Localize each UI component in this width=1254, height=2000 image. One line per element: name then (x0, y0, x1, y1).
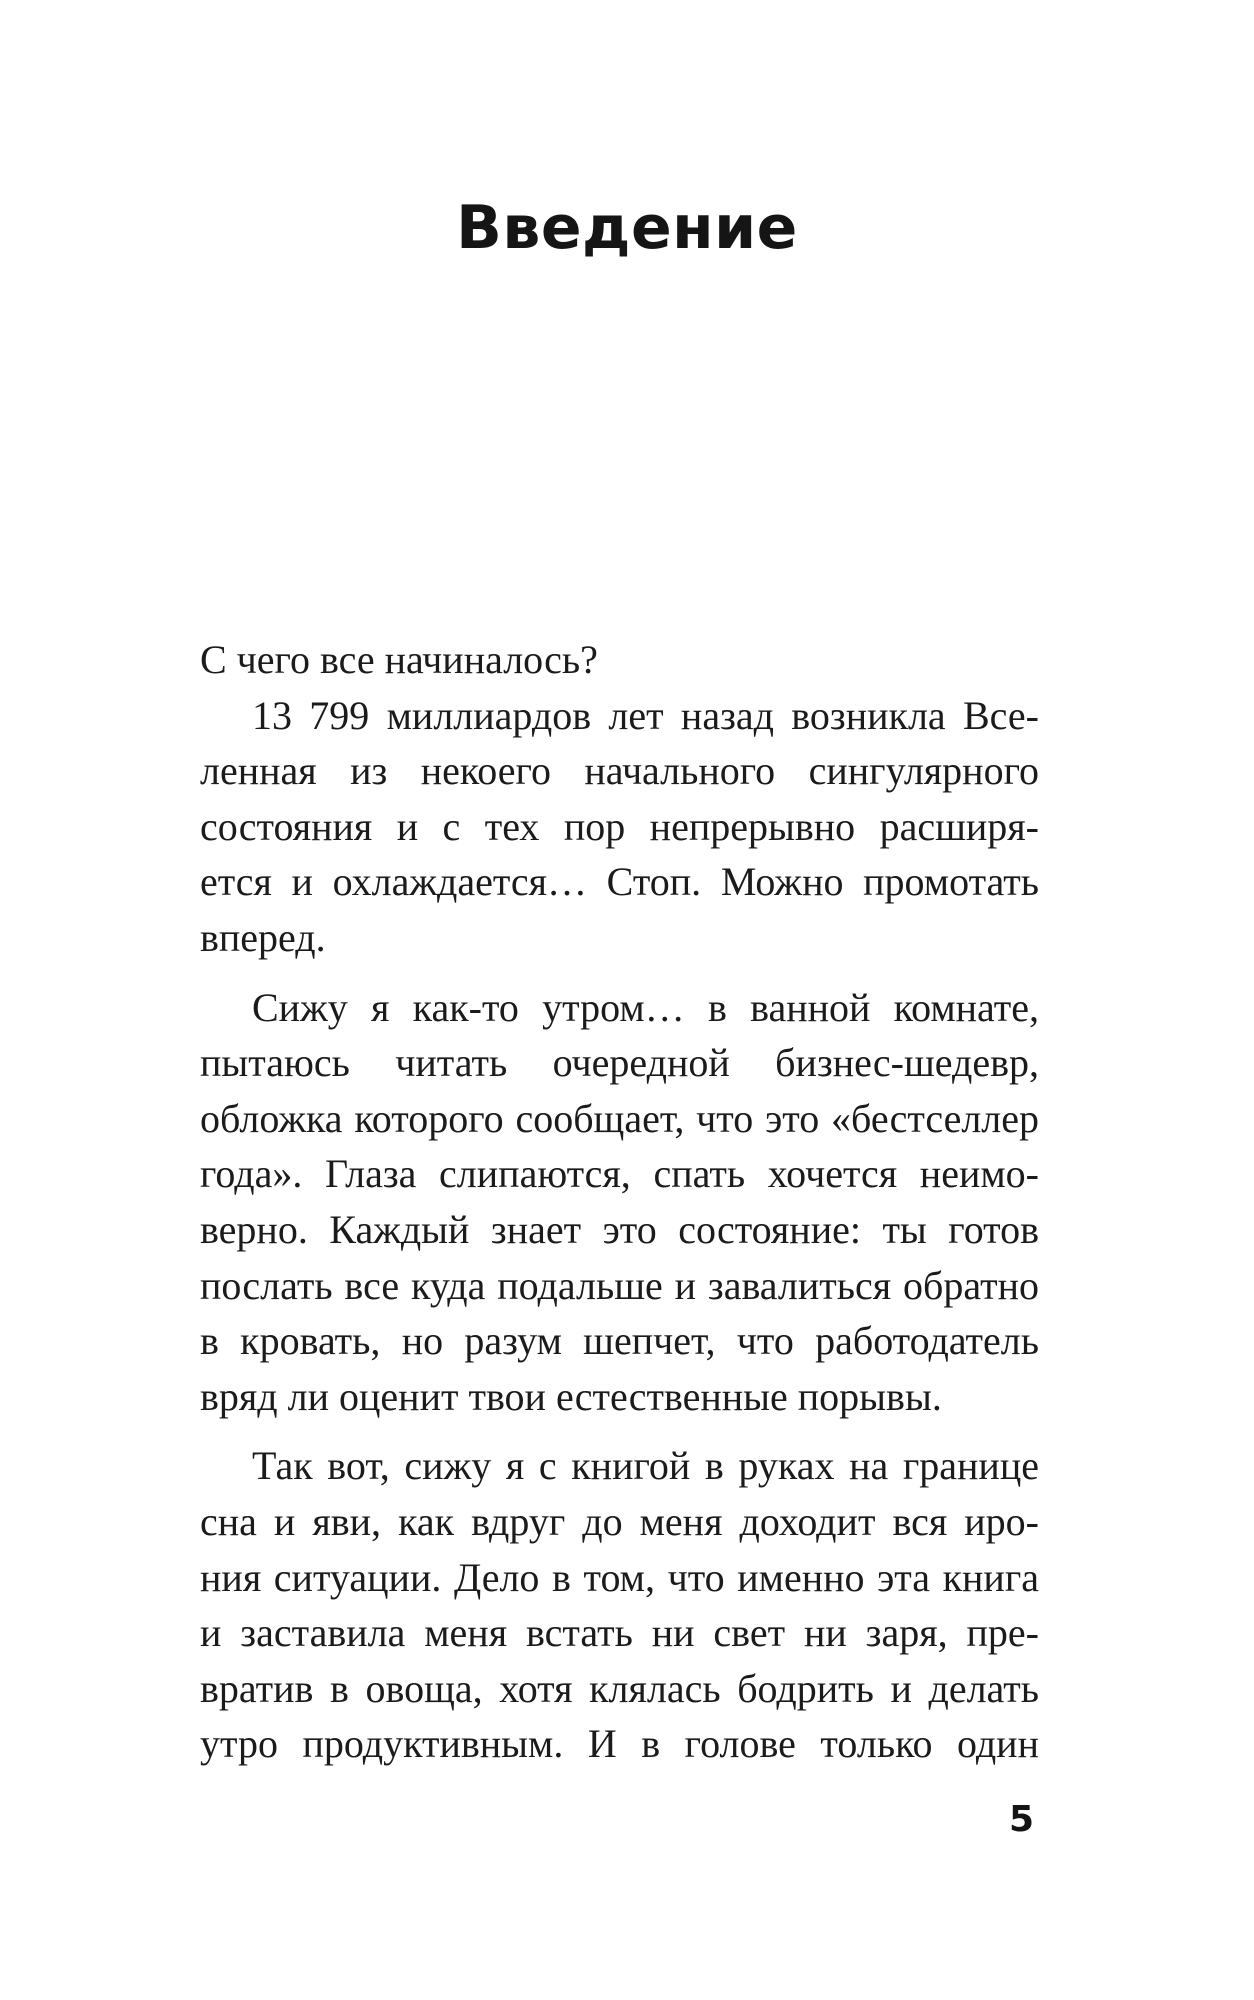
text-line: Сижу я как-то утром… в ванной комнате, (252, 984, 1039, 1030)
text-line: сна и яви, как вдруг до меня доходит вся иро- (200, 1498, 1039, 1544)
text-line: С чего все начиналось? (200, 637, 598, 682)
text-line: ется и охлаждается… Стоп. Можно промотать (200, 859, 1039, 905)
text-line: состояния и с тех пор непрерывно расширя- (200, 803, 1039, 849)
text-line: ния ситуации. Дело в том, что именно эта книга (200, 1554, 1039, 1600)
paragraph-1 (200, 632, 1039, 688)
text-line: вратив в овоща, хотя клялась бодрить и делать (200, 1665, 1039, 1711)
text-line: вперед. (200, 914, 326, 960)
paragraph-2 (200, 688, 1039, 966)
text-line: 13 799 миллиардов лет назад возникла Все- (252, 692, 1039, 738)
chapter-title: Введение (456, 193, 798, 263)
page-number: 5 (1008, 1799, 1034, 1840)
text-line: обложка которого сообщает, что это «бестселлер (200, 1095, 1039, 1141)
text-line: верно. Каждый знает это состояние: ты готов (200, 1206, 1039, 1252)
text-line: и заставила меня встать ни свет ни заря, пре- (200, 1610, 1039, 1656)
paragraph-4 (200, 1438, 1039, 1772)
body-text (200, 632, 1039, 1772)
text-line: года». Глаза слипаются, спать хочется неимо- (200, 1151, 1039, 1197)
text-line: Так вот, сижу я с книгой в руках на границе (252, 1443, 1039, 1489)
text-line: в кровать, но разум шепчет, что работодатель (200, 1318, 1039, 1364)
text-line: пытаюсь читать очередной бизнес-шедевр, (200, 1040, 1039, 1086)
paragraph-3 (200, 980, 1039, 1425)
text-line: ленная из некоего начального сингулярного (200, 748, 1039, 794)
text-line: послать все куда подальше и завалиться обратно (200, 1262, 1039, 1308)
text-line: утро продуктивным. И в голове только один (200, 1721, 1039, 1767)
text-line: вряд ли оценит твои естественные порывы. (200, 1373, 942, 1419)
